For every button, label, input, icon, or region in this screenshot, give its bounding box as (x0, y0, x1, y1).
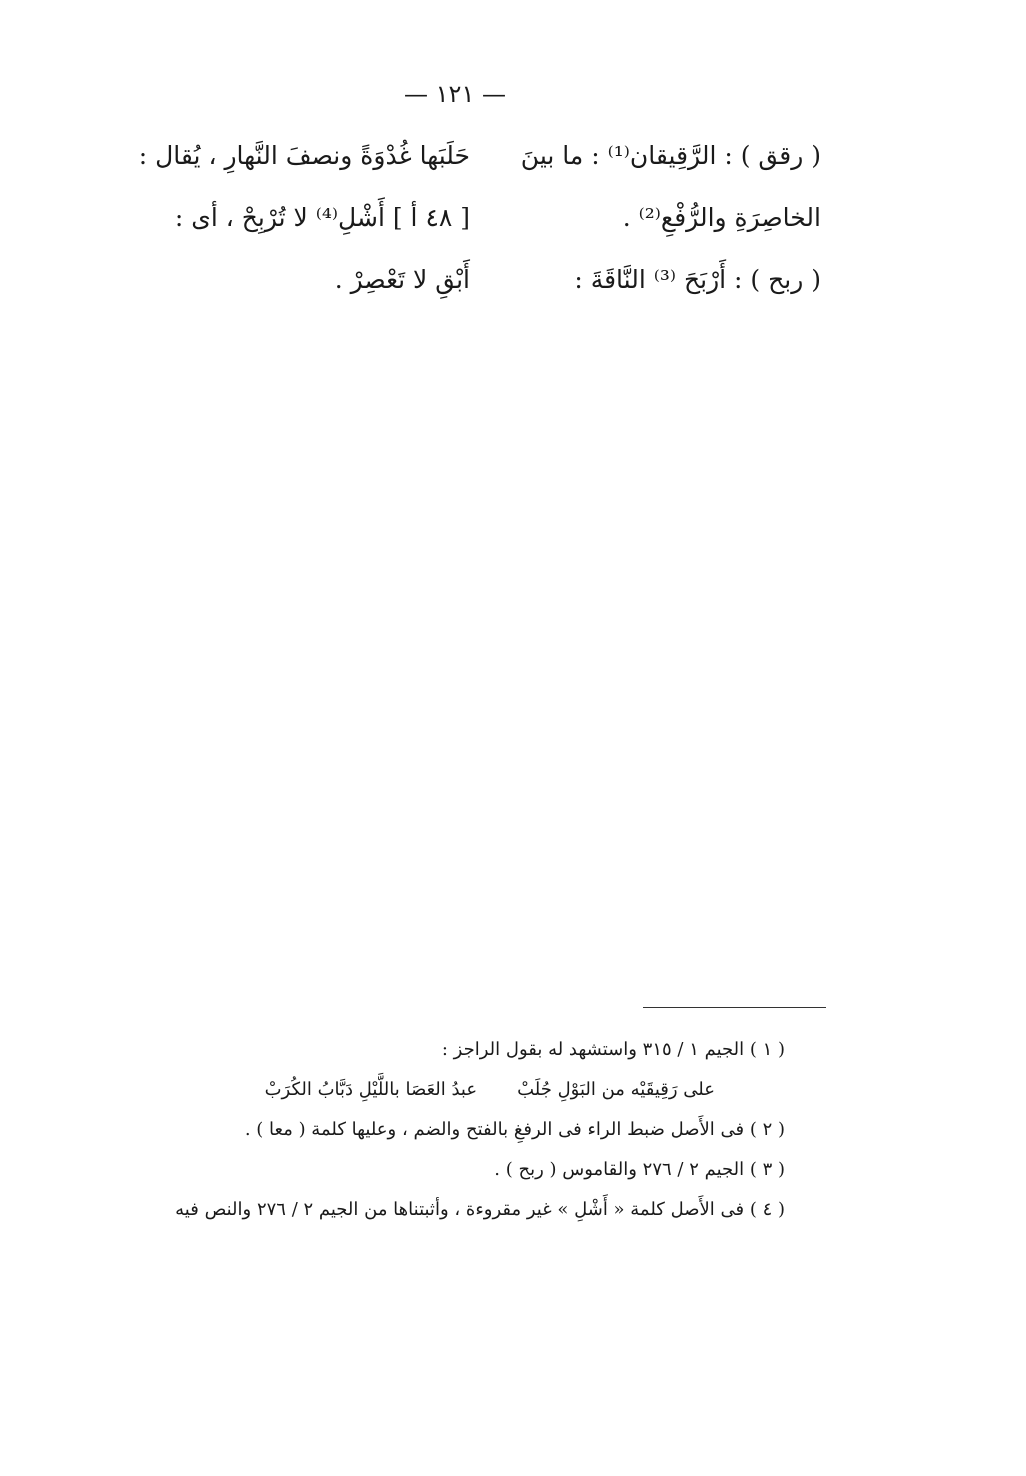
text-line: [ ٤٨ أ ] أَشْلِ⁽⁴⁾ لا تُرْبِحْ ، أى : (174, 203, 470, 232)
verse-hemistich: عبدُ العَصَا باللَّيْلِ دَبَّابُ الكُرَبْ (264, 1079, 478, 1100)
text-line: ( رقق ) : الرَّقِيقان⁽¹⁾ : ما بينَ (520, 141, 821, 170)
text-line: حَلَبَها غُدْوَةً ونصفَ النَّهارِ ، يُقال : (138, 141, 470, 170)
footnotes (80, 1030, 785, 1230)
footnote-verse (80, 1070, 785, 1110)
footnote-2: ( ٢ ) فى الأَصل ضبط الراء فى الرفغِ بالفتح والضم ، وعليها كلمة ( معا ) . (244, 1119, 785, 1140)
footnote-3: ( ٣ ) الجيم ٢ / ٢٧٦ والقاموس ( ربح ) . (494, 1159, 785, 1180)
main-text-left-column (90, 125, 470, 311)
page-number: — ١٢١ — (404, 80, 506, 108)
footnote-1: ( ١ ) الجيم ١ / ٣١٥ واستشهد له بقول الراجز : (441, 1039, 785, 1060)
text-line: أَبْقِ لا تَعْصِرْ . (334, 265, 470, 294)
verse-hemistich: على رَقِيقَيْه من البَوْلِ جُلَبْ (517, 1079, 715, 1100)
footnote-separator (643, 1007, 826, 1008)
text-line: الخاصِرَةِ والرُّفْعِ⁽²⁾ . (622, 203, 821, 232)
text-line: ( ربح ) : أَرْبَحَ ⁽³⁾ النَّاقَةَ : (574, 265, 821, 294)
footnote-4: ( ٤ ) فى الأَصل كلمة « أَشْلِ » غير مقروءة ، وأثبتناها من الجيم ٢ / ٢٧٦ والنص فيه (175, 1199, 785, 1220)
